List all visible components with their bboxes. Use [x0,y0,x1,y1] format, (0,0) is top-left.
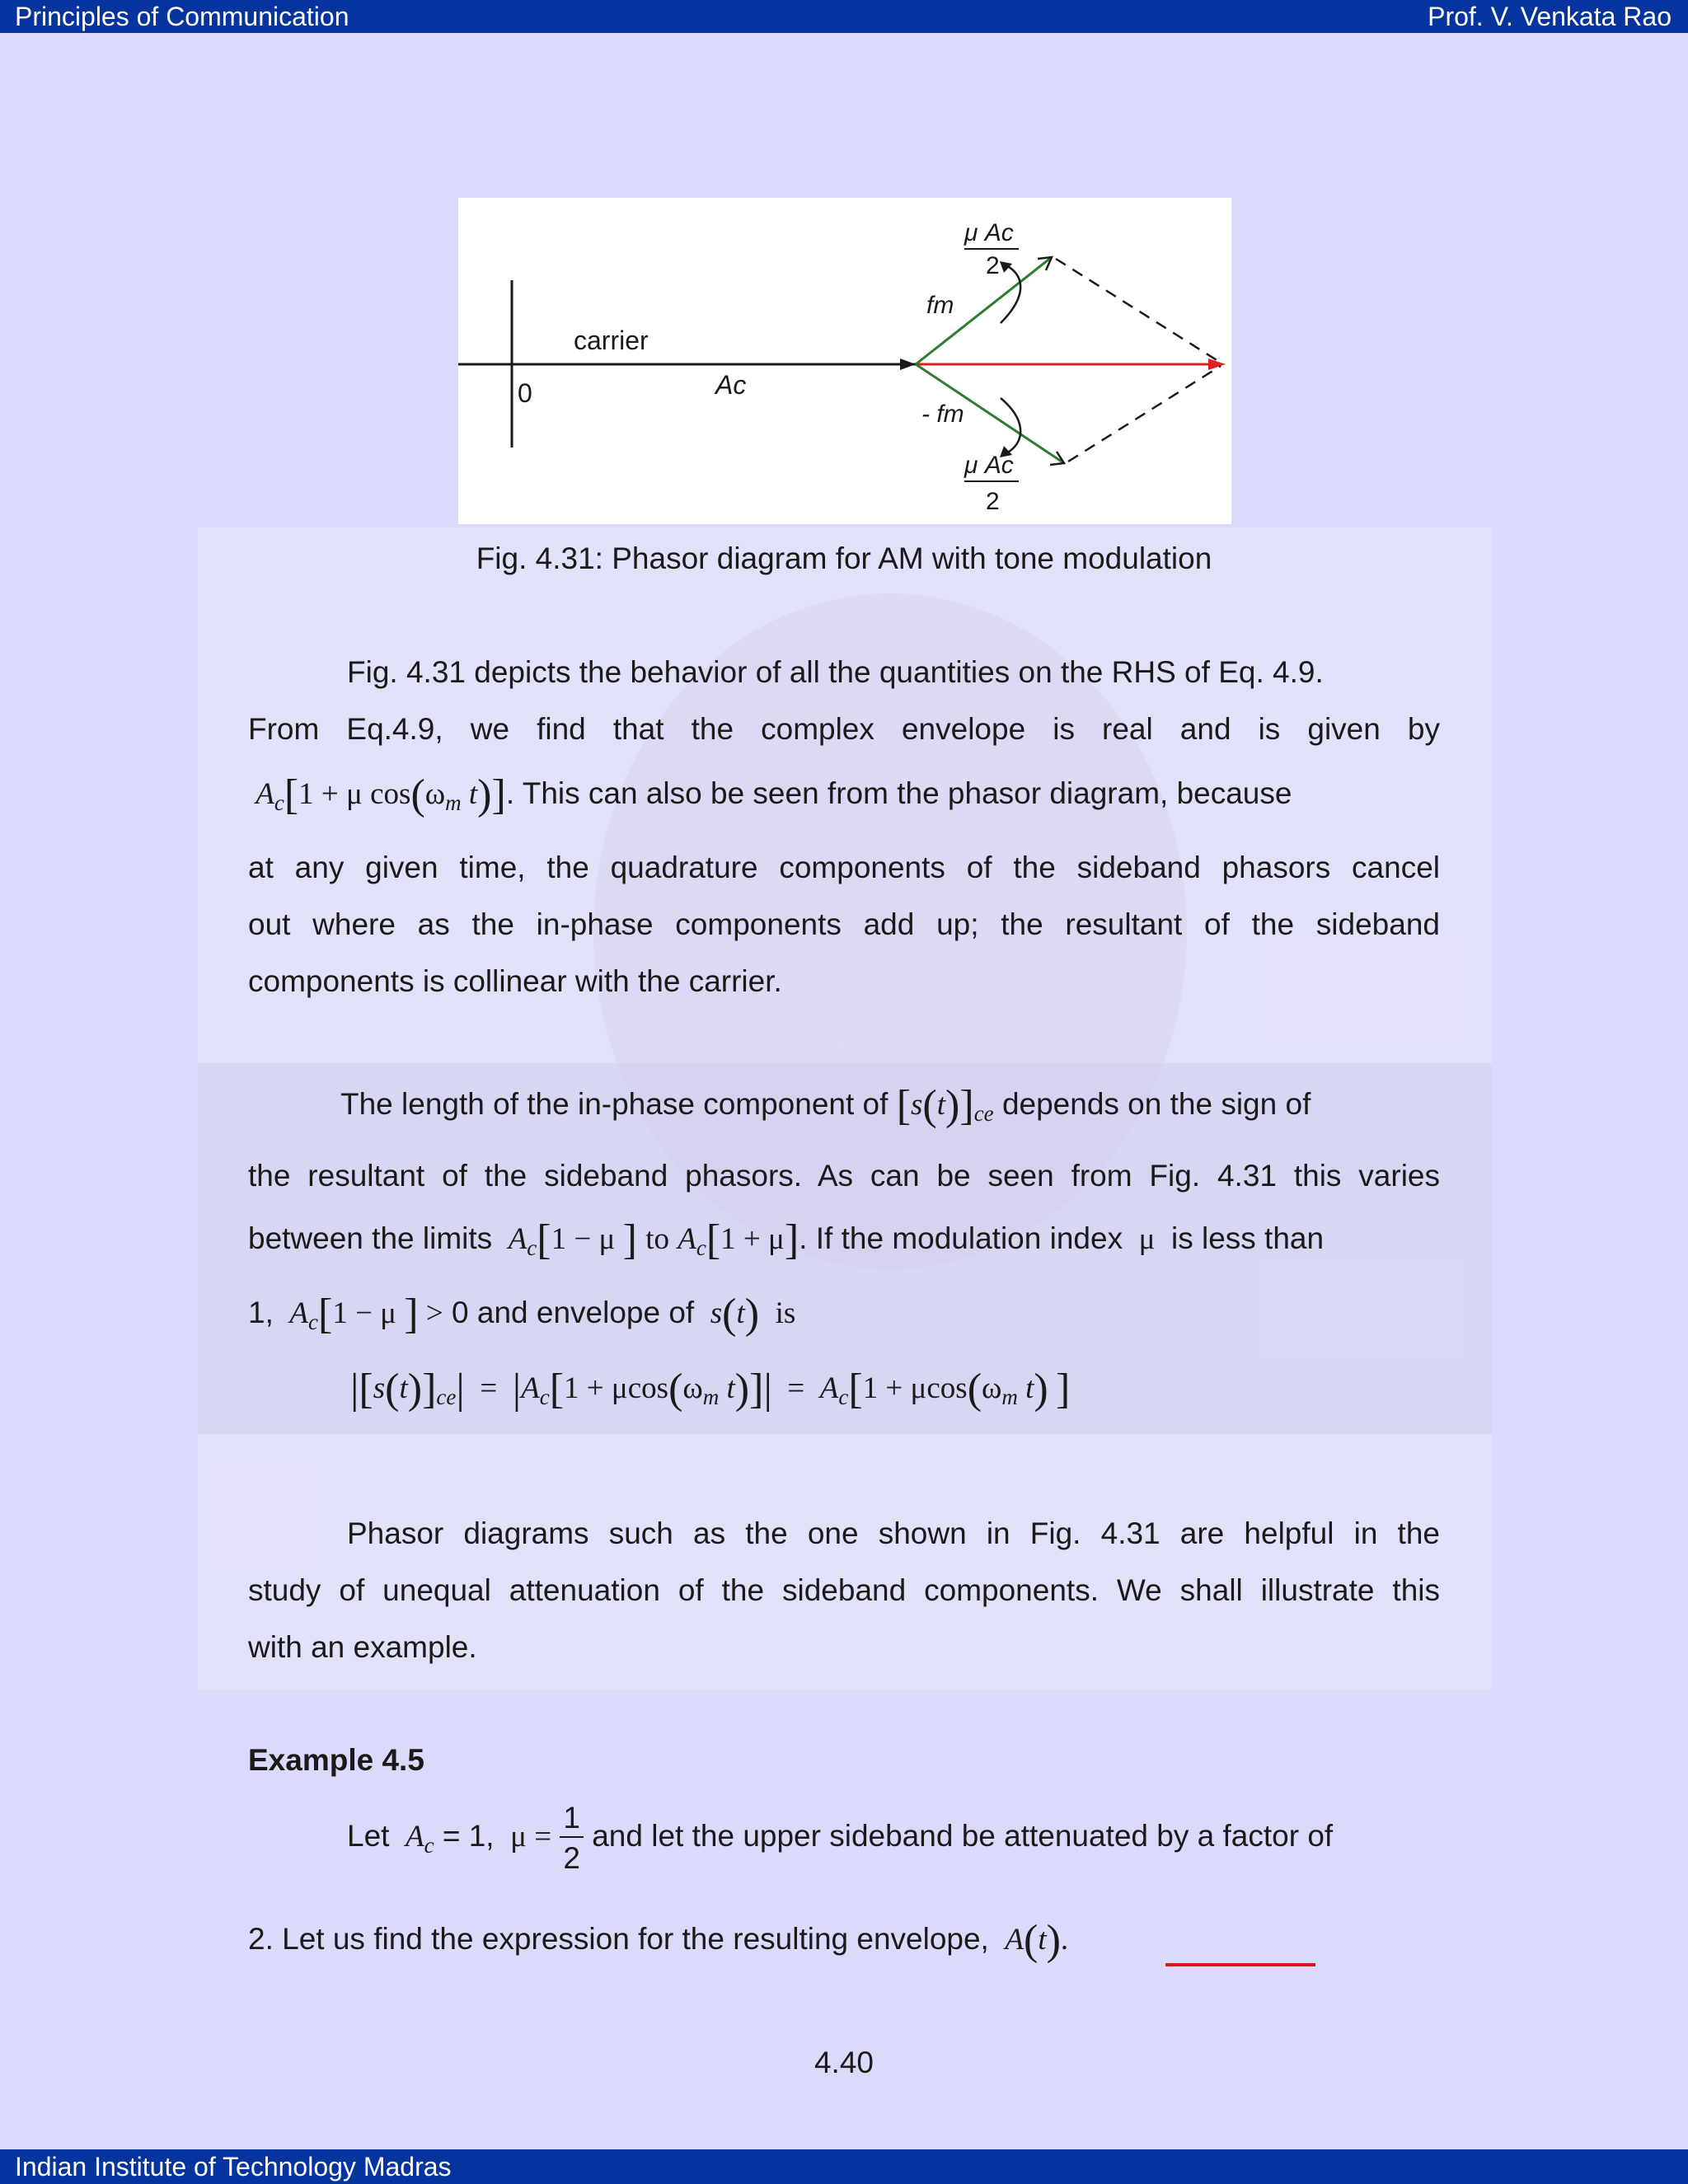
para2-line4-middle: 0 and envelope of [452,1296,695,1329]
para2-line1 [340,1081,1532,1130]
ac-symbol: $A_c$ [405,1819,434,1858]
is-word: is [775,1296,796,1330]
para1-line3 [248,771,1440,819]
red-underline-mark [1165,1963,1315,1966]
example-line1 [347,1802,1440,1873]
upper-limit-expression: $A_c[1 + \mu]$ [678,1216,799,1263]
carrier-label: carrier [574,326,649,355]
para1-line4: at any given time, the quadrature components of the sideband phasors cancel [248,851,1440,884]
page-footer [0,2149,1688,2184]
origin-label: 0 [518,378,532,408]
para2-line2: the resultant of the sideband phasors. As can be seen from Fig. 4.31 this varies [248,1159,1440,1193]
page-header [0,0,1688,33]
fm-label: fm [926,292,954,319]
lower-denominator: 2 [986,488,1000,515]
footer-institution: Indian Institute of Technology Madras [15,2152,452,2182]
upper-mu-ac-label: μ Ac [964,219,1014,246]
figure-caption: Fig. 4.31: Phasor diagram for AM with tone modulation [476,541,1212,575]
fraction-denominator: 2 [563,1841,580,1875]
neg-fm-label: - fm [921,401,964,428]
one-half-fraction [560,1802,584,1873]
para3-line3: with an example. [248,1630,477,1664]
s-of-t-symbol: s(t) [710,1291,760,1338]
para2-line4 [248,1290,1440,1338]
header-course-title: Principles of Communication [15,2,349,31]
to-word: to [645,1222,669,1256]
mu-equals: μ = [502,1819,552,1854]
para2-line3 [248,1216,1440,1264]
para2-line3-middle: . If the modulation index [799,1221,1123,1255]
dashed-lower-parallel [1068,366,1221,462]
header-author: Prof. V. Venkata Rao [1428,2,1672,31]
para1-line5: out where as the in-phase components add up; the resultant of the sideband [248,907,1440,941]
carrier-arrowhead [900,359,916,370]
envelope-symbol: A(t). [1005,1917,1069,1964]
para1-line1: Fig. 4.31 depicts the behavior of all the quantities on the RHS of Eq. 4.9. [347,655,1324,689]
complex-envelope-expression: $A_c[1 + \mu$ $\cos(\omega_m$ t)] [256,771,506,818]
lower-limit-expression: $A_c[1 - \mu$ ] [508,1216,637,1263]
resultant-arrowhead [1208,359,1226,370]
para2-line3-end: is less than [1170,1221,1325,1255]
upper-denominator: 2 [986,252,1000,279]
complex-envelope-symbol: $[s(t)]_{ce}$ [896,1082,994,1129]
para2-line4-start: 1, [248,1296,274,1329]
dashed-upper-parallel [1056,259,1221,363]
fraction-numerator: 1 [560,1802,584,1838]
example-line2 [248,1916,1440,1965]
para1-line2: From Eq.4.9, we find that the complex envelope is real and is given by [248,712,1440,746]
example-line1-start: Let [347,1818,390,1853]
para2-line1-start: The length of the in-phase component of [340,1087,889,1121]
para2-line3-start: between the limits [248,1221,493,1255]
carrier-amplitude-label: Ac [715,370,747,400]
example-line2-text: 2. Let us find the expression for the resulting envelope, [248,1922,989,1956]
lower-rotation-arrow [1001,398,1020,453]
mu-symbol: μ [1131,1222,1163,1256]
para3-line1: Phasor diagrams such as the one shown in Fig. 4.31 are helpful in the [347,1516,1440,1550]
ac-value: = 1, [442,1818,495,1853]
phasor-diagram-svg [458,198,1231,524]
positive-envelope-condition: $A_c[1 - \mu$ ] > [289,1291,443,1338]
page-number: 4.40 [814,2046,874,2079]
para2-line1-end: depends on the sign of [1001,1087,1311,1121]
example-heading: Example 4.5 [248,1743,424,1777]
para3-line2: study of unequal attenuation of the sideband components. We shall illustrate this [248,1573,1440,1607]
lower-mu-ac-label: μ Ac [964,452,1014,479]
example-line1-end: and let the upper sideband be attenuated by a factor of [592,1818,1334,1853]
para1-line3-text: . This can also be seen from the phasor diagram, because [505,776,1292,810]
envelope-equation: $|[s(t)]_{ce}| = |A_c[1 + \mu\cos(\omega_m$ $t)]| = A_c[1 + \mu\cos(\omega_m$ t) ] [350,1366,1071,1413]
para1-line6: components is collinear with the carrier. [248,964,782,998]
phasor-diagram-figure [458,198,1231,524]
